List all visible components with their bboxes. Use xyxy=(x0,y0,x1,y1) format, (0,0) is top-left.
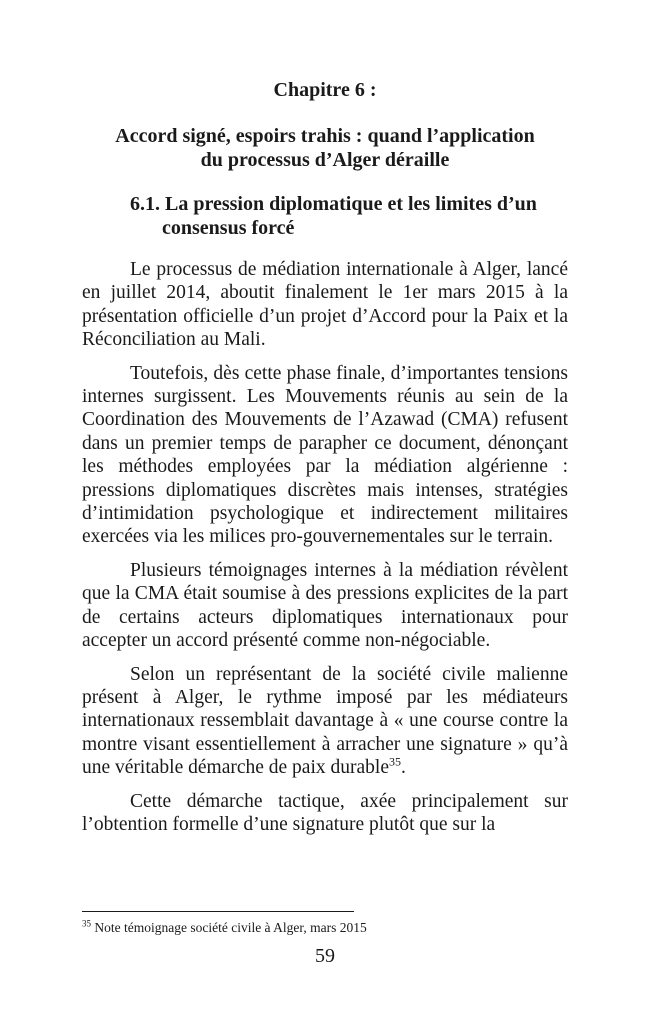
chapter-title-line-2: du processus d’Alger déraille xyxy=(200,149,450,171)
body-text xyxy=(82,258,568,836)
page-number: 59 xyxy=(315,945,335,967)
chapter-label: Chapitre 6 : xyxy=(273,79,377,101)
footnote-reference[interactable]: 35 xyxy=(388,754,401,769)
footnote-divider xyxy=(82,911,354,912)
chapter-title-line-1: Accord signé, espoirs trahis : quand l’application xyxy=(115,125,535,147)
paragraph-5: Cette démarche tactique, axée principalement sur l’obtention formelle d’une signature plutôt que sur la xyxy=(82,790,568,835)
chapter-title xyxy=(82,124,568,172)
paragraph-4-text: Selon un représentant de la société civile malienne présent à Alger, le rythme imposé par les médiateurs internationaux ressemblait davantage à « une course contre la montre visant essentiellement à arracher une signature » qu’à une véritable démarche de paix durable xyxy=(82,663,568,779)
book-page xyxy=(82,0,568,1035)
paragraph-3: Plusieurs témoignages internes à la médiation révèlent que la CMA était soumise à des pressions explicites de la part de certains acteurs diplomatiques internationaux pour accepter un accord présenté comme non-négociable. xyxy=(82,559,568,652)
footnote-text: Note témoignage société civile à Alger, mars 2015 xyxy=(94,920,367,935)
footnote-number: 35 xyxy=(82,918,91,929)
paragraph-4: Selon un représentant de la société civile malienne présent à Alger, le rythme imposé par les médiateurs internationaux ressemblait davantage à « une course contre la montre visant essentiellement à arracher une signature » qu’à une véritable démarche de paix durable$^{35}$. xyxy=(82,663,568,779)
paragraph-2: Toutefois, dès cette phase finale, d’importantes tensions internes surgissent. Les Mouvements réunis au sein de la Coordination des Mouvements de l’Azawad (CMA) refusent dans un premier temps de parapher ce document, dénonçant les méthodes employées par la médiation algérienne : pressions diplomatiques discrètes mais intenses, stratégies d’intimidation psychologique et indirectement militaires exercées via les milices pro-gouvernementales sur le terrain. xyxy=(82,362,568,548)
footnote xyxy=(82,920,568,936)
section-title: 6.1. La pression diplomatique et les limites d’un consensus forcé xyxy=(130,193,537,239)
paragraph-1: Le processus de médiation internationale à Alger, lancé en juillet 2014, aboutit finalement le 1er mars 2015 à la présentation officielle d’un projet d’Accord pour la Paix et la Réconciliation au Mali. xyxy=(82,259,568,351)
